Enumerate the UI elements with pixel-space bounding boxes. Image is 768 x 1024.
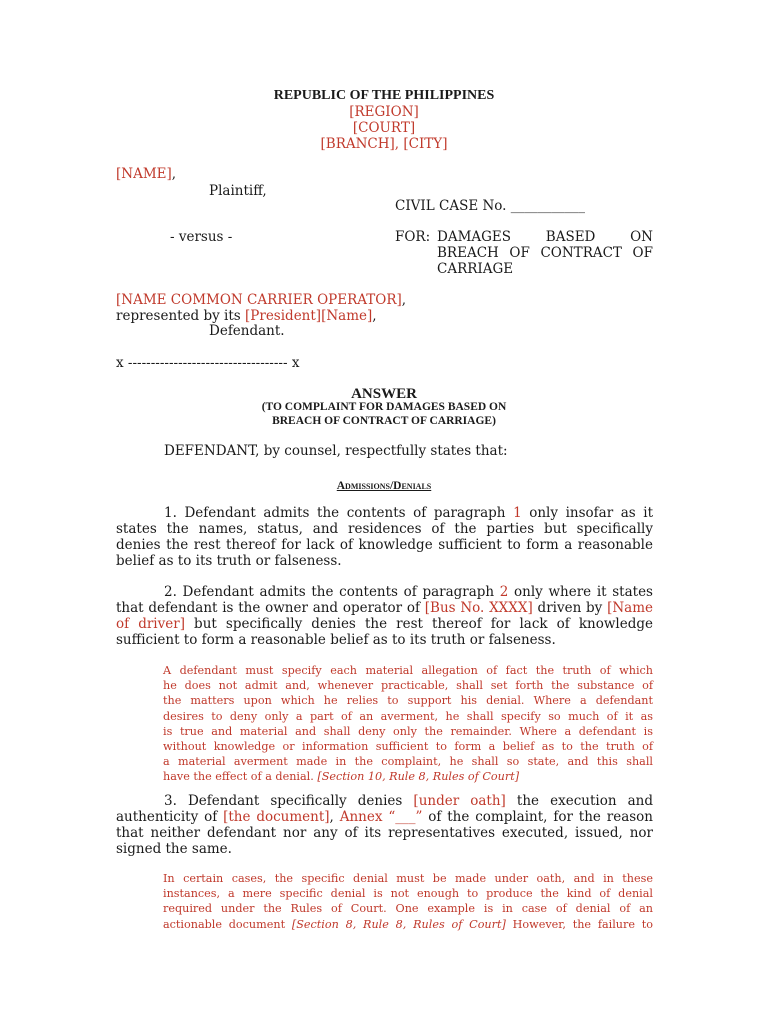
driver-name-placeholder-cont: of driver] <box>116 616 185 632</box>
for-nature-line-3: CARRIAGE <box>437 261 514 277</box>
driver-name-placeholder: [Name <box>607 600 653 616</box>
document-subtitle-line-2: BREACH OF CONTRACT OF CARRIAGE) <box>272 415 496 427</box>
defendant-name: [NAME COMMON CARRIER OPERATOR] <box>116 292 402 308</box>
document-placeholder: [the document] <box>223 809 330 825</box>
paragraph-2-line: of driver] but specifically denies the rest thereof for lack of knowledge <box>116 616 653 632</box>
paragraph-ref-1: 1 <box>513 505 522 521</box>
note-1-line: is true and material and shall deny only the remainder. Where a defendant is <box>163 724 653 738</box>
paragraph-2-line: 2. Defendant admits the contents of paragraph 2 only where it states <box>164 584 653 600</box>
plaintiff-line <box>116 166 176 182</box>
court-header-republic: REPUBLIC OF THE PHILIPPINES <box>273 88 495 103</box>
annotation-note-1 <box>163 663 653 785</box>
paragraph-3-line: authenticity of [the document], Annex “___” of the complaint, for the reason <box>116 809 653 825</box>
note-2-line: instances, a mere specific denial is not enough to produce the kind of denial <box>163 887 653 901</box>
paragraph-3-line: signed the same. <box>116 841 232 857</box>
defendant-role: Defendant. <box>209 323 285 339</box>
plaintiff-name: [NAME] <box>116 166 172 182</box>
plaintiff-comma: , <box>171 166 177 182</box>
note-1-line: a material averment made in the complaint, he shall so state, and this shall <box>163 755 653 769</box>
paragraph-1 <box>116 505 653 569</box>
court-header-branch-city: [BRANCH], [CITY] <box>320 136 448 152</box>
note-1-line: A defendant must specify each material allegation of fact the truth of which <box>163 664 653 677</box>
note-1-line: without knowledge or information sufficient to form a belief as to the truth of <box>163 740 653 754</box>
defendant-line <box>116 292 406 308</box>
court-header-region: [REGION] <box>349 104 419 120</box>
section-heading-wrap <box>0 474 768 493</box>
note-2-line: required under the Rules of Court. One example is in case of denial of an <box>163 902 653 916</box>
paragraph-1-line: 1. Defendant admits the contents of paragraph 1 only insofar as it <box>164 505 653 521</box>
bus-number-placeholder: [Bus No. XXXX] <box>424 600 533 616</box>
for-label: FOR: <box>395 229 431 245</box>
for-nature-line-2: BREACH OF CONTRACT OF <box>437 245 653 261</box>
paragraph-3-line: that neither defendant nor any of its representatives executed, issued, nor <box>116 825 653 841</box>
note-2-citation: [Section 8, Rule 8, Rules of Court] <box>291 917 506 931</box>
caption-separator: x ----------------------------------- x <box>116 355 300 371</box>
document-title: ANSWER <box>351 386 417 402</box>
court-header-court: [COURT] <box>352 120 416 136</box>
plaintiff-role: Plaintiff, <box>209 183 267 199</box>
paragraph-2-line: sufficient to form a reasonable belief as to its truth or falseness. <box>116 632 556 648</box>
paragraph-2 <box>116 584 653 648</box>
paragraph-ref-2: 2 <box>499 584 509 600</box>
section-heading: Admissions/Denials <box>336 480 432 492</box>
paragraph-1-line: states the names, status, and residences of the parties but specifically <box>116 521 653 537</box>
versus-label: - versus - <box>170 229 233 245</box>
represented-line <box>116 308 377 324</box>
civil-case-number: CIVIL CASE No. ___________ <box>395 198 586 214</box>
under-oath-placeholder: [under oath] <box>413 793 506 809</box>
note-1-citation: [Section 10, Rule 8, Rules of Court] <box>317 770 520 784</box>
note-1-line: he does not admit and, whenever practicable, shall set forth the substance of <box>163 679 653 693</box>
note-1-line: desires to deny only a part of an averment, he shall specify so much of it as <box>163 709 653 723</box>
note-2-line: actionable document [Section 8, Rule 8, Rules of Court] However, the failure to <box>163 917 653 931</box>
represented-by-text: represented by its <box>116 308 246 324</box>
paragraph-1-line: belief as to its truth or falseness. <box>116 553 342 569</box>
for-nature-line-1: DAMAGES BASED ON <box>437 229 653 245</box>
annex-placeholder: Annex “___” <box>339 809 423 825</box>
defendant-comma: , <box>401 292 407 308</box>
note-1-line: have the effect of a denial. [Section 10, Rule 8, Rules of Court] <box>163 770 520 784</box>
representative-name: [President][Name] <box>245 308 373 324</box>
paragraph-3 <box>116 793 653 857</box>
annotation-note-2 <box>163 871 653 932</box>
paragraph-1-line: denies the rest thereof for lack of knowledge sufficient to form a reasonable <box>116 537 653 553</box>
intro-statement: DEFENDANT, by counsel, respectfully states that: <box>164 443 508 459</box>
paragraph-2-line: that defendant is the owner and operator of [Bus No. XXXX] driven by [Name <box>116 600 653 616</box>
note-1-line: the matters upon which he relies to support his denial. Where a defendant <box>163 694 653 708</box>
paragraph-3-line: 3. Defendant specifically denies [under oath] the execution and <box>164 793 653 809</box>
note-2-line: In certain cases, the specific denial must be made under oath, and in these <box>163 872 653 885</box>
document-subtitle-line-1: (TO COMPLAINT FOR DAMAGES BASED ON <box>261 401 507 413</box>
represented-comma: , <box>372 308 377 324</box>
